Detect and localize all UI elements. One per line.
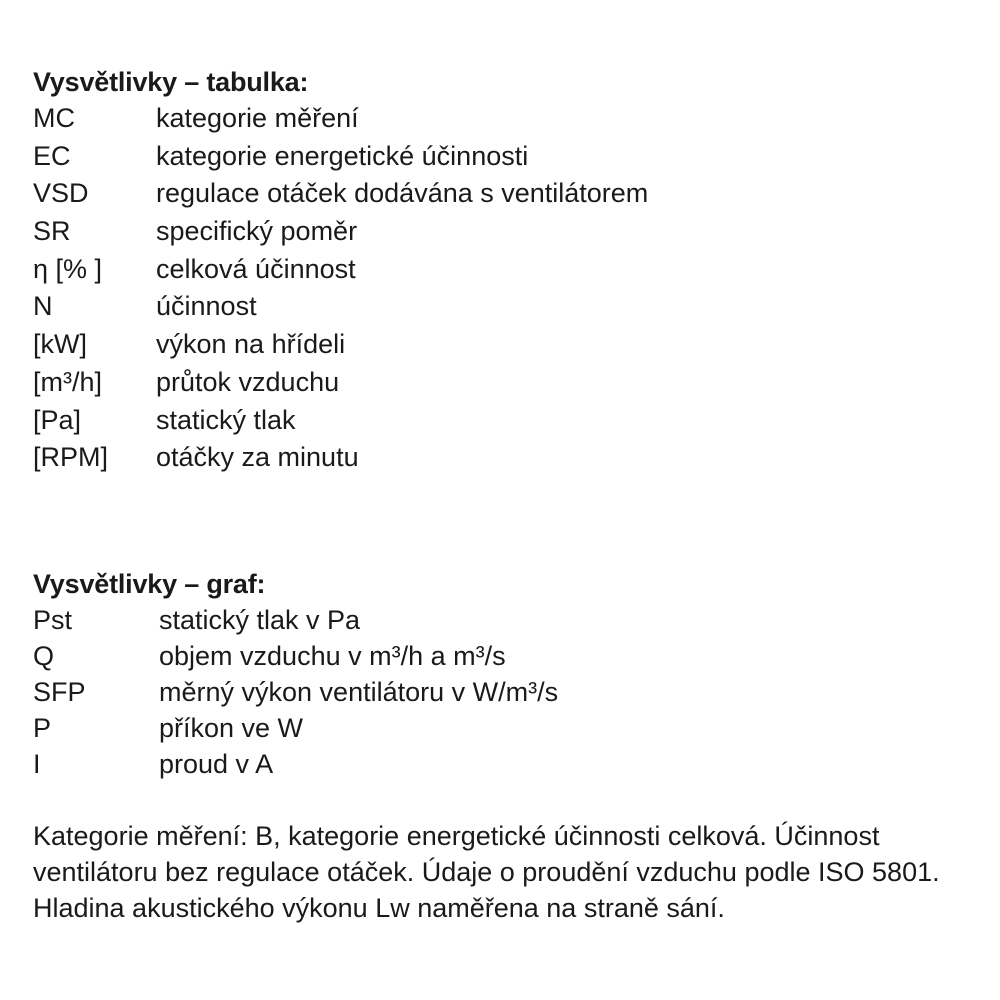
legend-row-sr [33, 213, 648, 251]
note-paragraph: Kategorie měření: B, kategorie energetické účinnosti celková. Účinnost ventilátoru bez regulace otáček. Údaje o proudění vzduchu podle ISO 5801. Hladina akustického výkonu Lw naměřena na straně sání. [33, 821, 940, 923]
legend-abbr: [Pa] [33, 404, 82, 435]
legend-desc: proud v A [159, 749, 274, 779]
legend-desc: specifický poměr [156, 216, 358, 247]
legend-desc: regulace otáček dodávána s ventilátorem [156, 178, 649, 209]
legend-desc: příkon ve W [159, 713, 304, 743]
legend-abbr: VSD [33, 178, 89, 209]
legend-desc: celková účinnost [156, 253, 356, 284]
legend-row-kw [33, 326, 648, 364]
legend-desc: výkon na hřídeli [156, 329, 346, 360]
legend-abbr: [kW] [33, 329, 87, 360]
legend-abbr: SFP [33, 677, 86, 707]
graph-legend [33, 566, 558, 782]
legend-row-pst [33, 602, 558, 638]
legend-abbr: MC [33, 103, 75, 133]
legend-row-n [33, 288, 648, 326]
legend-row-p [33, 710, 558, 746]
legend-row-mc [33, 100, 648, 138]
legend-desc: měrný výkon ventilátoru v W/m³/s [159, 677, 559, 707]
legend-abbr: I [33, 749, 41, 779]
legend-desc: otáčky za minutu [156, 442, 359, 473]
legend-desc: účinnost [156, 291, 257, 322]
legend-row-sfp [33, 674, 558, 710]
legend-desc: statický tlak [156, 404, 296, 435]
legend-desc: průtok vzduchu [156, 366, 340, 397]
legend-abbr: EC [33, 140, 71, 171]
legend-abbr: Q [33, 641, 55, 671]
legend-row-q [33, 638, 558, 674]
legend-row-rpm [33, 439, 648, 477]
legend-row-eta [33, 251, 648, 289]
legend-abbr: N [33, 291, 53, 322]
legend-abbr: η [% ] [33, 253, 103, 284]
legend-row-pa [33, 402, 648, 440]
legend-row-m3h [33, 364, 648, 402]
table-legend [33, 64, 648, 477]
legend-abbr: P [33, 713, 52, 743]
legend-row-vsd [33, 175, 648, 213]
legend-row-ec [33, 138, 648, 176]
graph-legend-title: Vysvětlivky – graf: [33, 569, 266, 599]
table-legend-title: Vysvětlivky – tabulka: [33, 67, 309, 97]
legend-row-i [33, 746, 558, 782]
legend-desc: objem vzduchu v m³/h a m³/s [159, 641, 506, 671]
legend-abbr: [m³/h] [33, 366, 103, 397]
legend-desc: kategorie měření [156, 103, 359, 133]
legend-abbr: SR [33, 216, 71, 247]
legend-desc: statický tlak v Pa [159, 605, 361, 635]
legend-abbr: [RPM] [33, 442, 109, 473]
legend-abbr: Pst [33, 605, 73, 635]
legend-desc: kategorie energetické účinnosti [156, 140, 529, 171]
